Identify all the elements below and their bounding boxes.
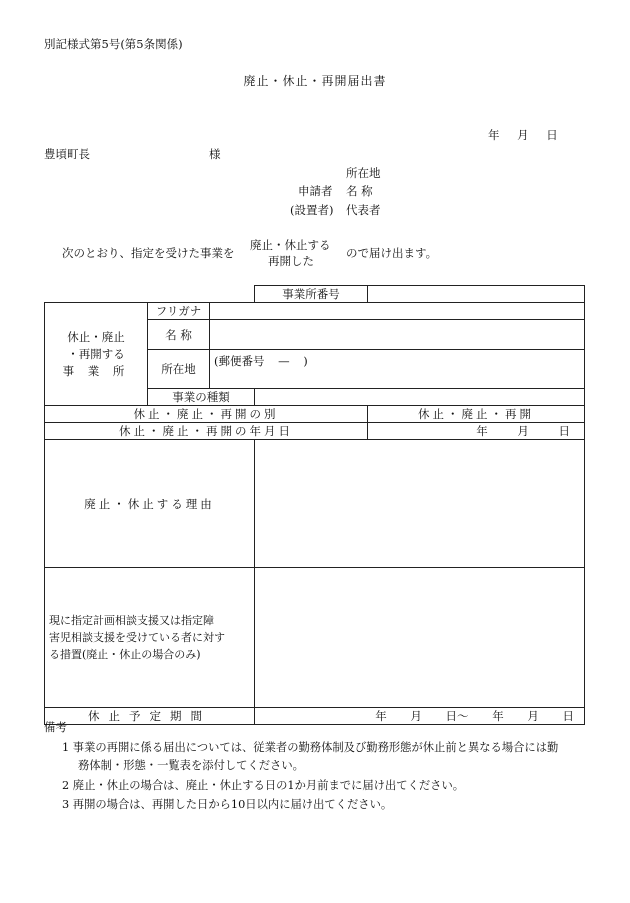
intro-option-resume: 再開した [268,254,314,268]
applicant-representative-label: 代表者 [346,203,381,217]
applicant-label: 申請者 [298,184,333,198]
office-number-field[interactable] [368,286,585,303]
office-number-row [45,286,585,303]
note-3: 3 再開の場合は、再開した日から10日以内に届け出てください。 [62,798,393,811]
note-1: 1 事業の再開に係る届出については、従業者の勤務体制及び勤務形態が休止前と異なる場合には勤 [62,741,559,754]
applicant-role-label: (設置者) [290,203,334,217]
reason-field[interactable] [255,440,585,568]
period-row [45,708,585,725]
period-value[interactable]: 年 月 日〜 年 月 日 [255,708,585,725]
business-type-field[interactable] [255,389,585,406]
category-label: 休止・廃止・再開の別 [45,406,368,423]
submission-date: 年 月 日 [488,128,558,142]
furigana-label: フリガナ [148,303,210,320]
addressee-suffix: 様 [209,147,221,161]
period-label: 休止予定期間 [45,708,255,725]
reason-row [45,440,585,568]
measures-label: 現に指定計画相談支援又は指定障 害児相談支援を受けている者に対す る措置(廃止・休止の場合のみ) [45,568,255,708]
category-value[interactable]: 休止・廃止・再開 [368,406,585,423]
intro-option-abolish: 廃止・休止する [250,238,331,252]
business-type-label: 事業の種類 [148,389,255,406]
notes-title: 備考 [44,720,67,734]
facility-name-field[interactable] [210,320,585,350]
form-number-label: 別記様式第5号(第5条関係) [44,37,183,51]
postal-code-label: (郵便番号 — ) [214,354,308,368]
furigana-row [45,303,585,320]
notification-table [44,285,585,725]
intro-text-before: 次のとおり、指定を受けた事業を [62,246,235,260]
reason-label: 廃止・休止する理由 [45,440,255,568]
facility-name-label: 名 称 [148,320,210,350]
applicant-address-label: 所在地 [346,166,381,180]
facility-label: 休止・廃止 ・再開する 事 業 所 [45,303,148,406]
note-1-continued: 務体制・形態・一覧表を添付してください。 [78,759,304,772]
intro-text-after: ので届け出ます。 [346,246,438,260]
facility-address-label: 所在地 [148,350,210,389]
furigana-field[interactable] [210,303,585,320]
date-row [45,423,585,440]
office-number-label: 事業所番号 [255,286,368,303]
date-value[interactable]: 年 月 日 [368,423,585,440]
applicant-name-label: 名 称 [346,184,373,198]
measures-row [45,568,585,708]
addressee: 豊頃町長 [44,147,90,161]
date-label: 休止・廃止・再開の年月日 [45,423,368,440]
category-row [45,406,585,423]
note-2: 2 廃止・休止の場合は、廃止・休止する日の1か月前までに届け出てください。 [62,779,465,792]
measures-field[interactable] [255,568,585,708]
document-title: 廃止・休止・再開届出書 [243,74,387,88]
facility-address-field[interactable] [210,350,585,389]
